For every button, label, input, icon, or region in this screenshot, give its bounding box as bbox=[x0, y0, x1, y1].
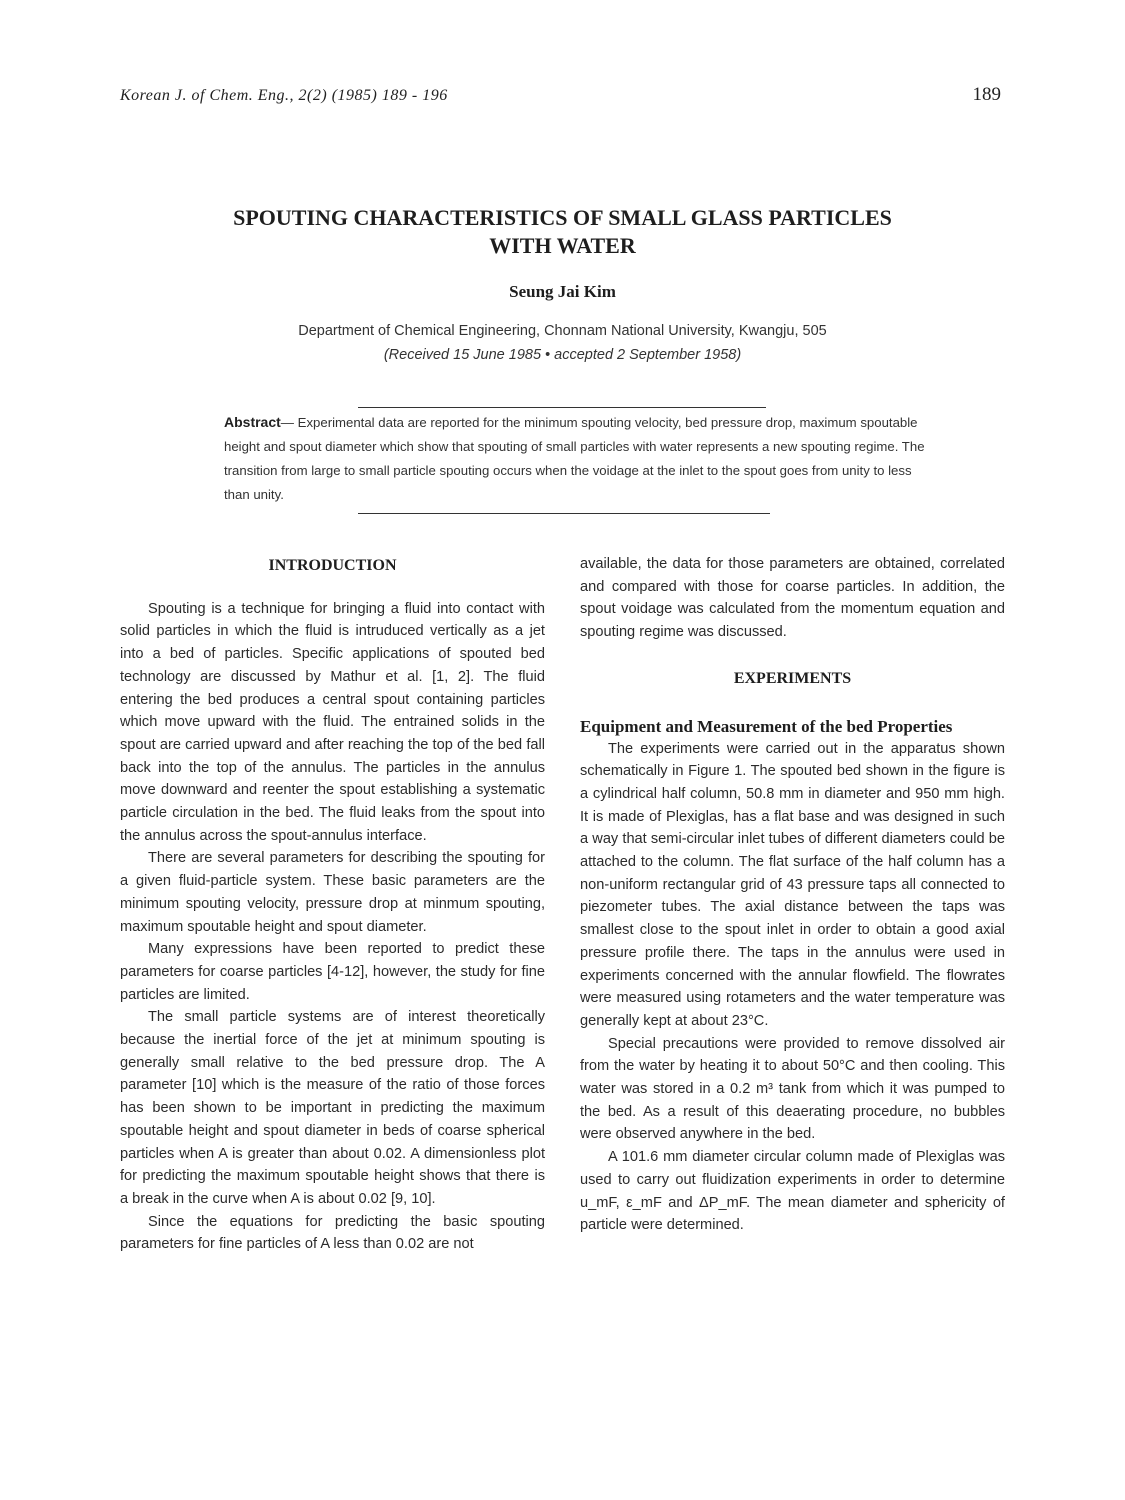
author-name: Seung Jai Kim bbox=[509, 282, 616, 301]
experiments-paragraph-3: A 101.6 mm diameter circular column made of Plexiglas was used to carry out fluidization experiments in order to determine u_mF, ε_mF and ΔP_mF. The mean diameter and sphericity of particle were determined. bbox=[580, 1149, 1005, 1234]
abstract-bottom-rule bbox=[358, 513, 770, 514]
intro-paragraph-5: Since the equations for predicting the basic spouting parameters for fine particles of A less than 0.02 are not bbox=[120, 1213, 545, 1253]
equipment-subheading: Equipment and Measurement of the bed Properties bbox=[580, 716, 953, 736]
right-column bbox=[580, 553, 1005, 1237]
introduction-heading: INTRODUCTION bbox=[268, 557, 397, 574]
experiments-heading: EXPERIMENTS bbox=[733, 669, 852, 687]
page-number: 189 bbox=[972, 84, 1001, 105]
received-dates: (Received 15 June 1985 • accepted 2 September 1958) bbox=[383, 347, 742, 363]
experiments-paragraph-1: The experiments were carried out in the apparatus shown schematically in Figure 1. The spouted bed shown in the figure is a cylindrical half column, 50.8 mm in diameter and 950 mm high. It is made of Plexiglas, has a flat base and was designed in such a way that semi-circular inlet tubes of different diameters could be attached to the column. The flat surface of the half column has a non-uniform rectangular grid of 43 pressure taps all connected to piezometer tubes. The axial distance between the taps was smallest close to the spout inlet in order to obtain a good axial pressure profile there. The taps in the annulus were used in experiments concerned with the annular flowfield. The flowrates were measured using rotameters and the water temperature was generally kept at about 23°C. bbox=[580, 740, 1005, 1029]
journal-citation: Korean J. of Chem. Eng., 2(2) (1985) 189 - 196 bbox=[120, 87, 448, 104]
intro-paragraph-3: Many expressions have been reported to predict these parameters for coarse particles [4-12], however, the study for fine particles are limited. bbox=[120, 941, 545, 1003]
intro-paragraph-1: Spouting is a technique for bringing a fluid into contact with solid particles in which the fluid is intruduced vertically as a jet into a bed of particles. Specific applications of spouted bed technology are discussed by Mathur et al. [1, 2]. The fluid entering the bed produces a central spout containing particles which move upward with the fluid. The entrained solids in the spout are carried upward and after reaching the top of the bed fall back into the top of the annulus. The particles in the annulus move downward and reenter the spout establishing a systematic particle circulation in the bed. The fluid leaks from the spout into the annulus across the spout-annulus interface. bbox=[120, 600, 545, 844]
intro-paragraph-5-continued: available, the data for those parameters are obtained, correlated and compared with those for coarse particles. In addition, the spout voidage was calculated from the momentum equation and spouting regime was discussed. bbox=[580, 556, 1005, 641]
paper-title-line-2: WITH WATER bbox=[489, 233, 636, 258]
intro-paragraph-2: There are several parameters for describing the spouting for a given fluid-particle system. These basic parameters are the minimum spouting velocity, pressure drop at minmum spouting, maximum spoutable height and spout diameter. bbox=[120, 850, 545, 935]
paper-title bbox=[0, 204, 1125, 260]
abstract-top-rule bbox=[358, 407, 766, 408]
abstract-label: Abstract bbox=[224, 414, 281, 430]
intro-paragraph-4: The small particle systems are of interest theoretically because the inertial force of the jet at minimum spouting is generally small relative to the bed pressure drop. The A parameter [10] which is the measure of the ratio of those forces has been shown to be important in predicting the maximum spoutable height and spout diameter in beds of coarse spherical particles when A is greater than about 0.02. A dimensionless plot for predicting the maximum spoutable height shows that there is a break in the curve when A is about 0.02 [9, 10]. bbox=[120, 1009, 545, 1207]
paper-title-line-1: SPOUTING CHARACTERISTICS OF SMALL GLASS PARTICLES bbox=[233, 205, 892, 230]
author-affiliation: Department of Chemical Engineering, Chonnam National University, Kwangju, 505 bbox=[298, 323, 827, 339]
abstract-text: — Experimental data are reported for the minimum spouting velocity, bed pressure drop, maximum spoutable height and spout diameter which show that spouting of small particles with water represents a new spouting regime. The transition from large to small particle spouting occurs when the voidage at the inlet to the spout goes from unity to less than unity. bbox=[224, 415, 925, 502]
left-column bbox=[120, 555, 545, 1256]
experiments-paragraph-2: Special precautions were provided to remove dissolved air from the water by heating it to about 50°C and then cooling. This water was stored in a 0.2 m³ tank from which it was pumped to the bed. As a result of this deaerating procedure, no bubbles were observed anywhere in the bed. bbox=[580, 1035, 1005, 1143]
abstract bbox=[224, 410, 931, 507]
